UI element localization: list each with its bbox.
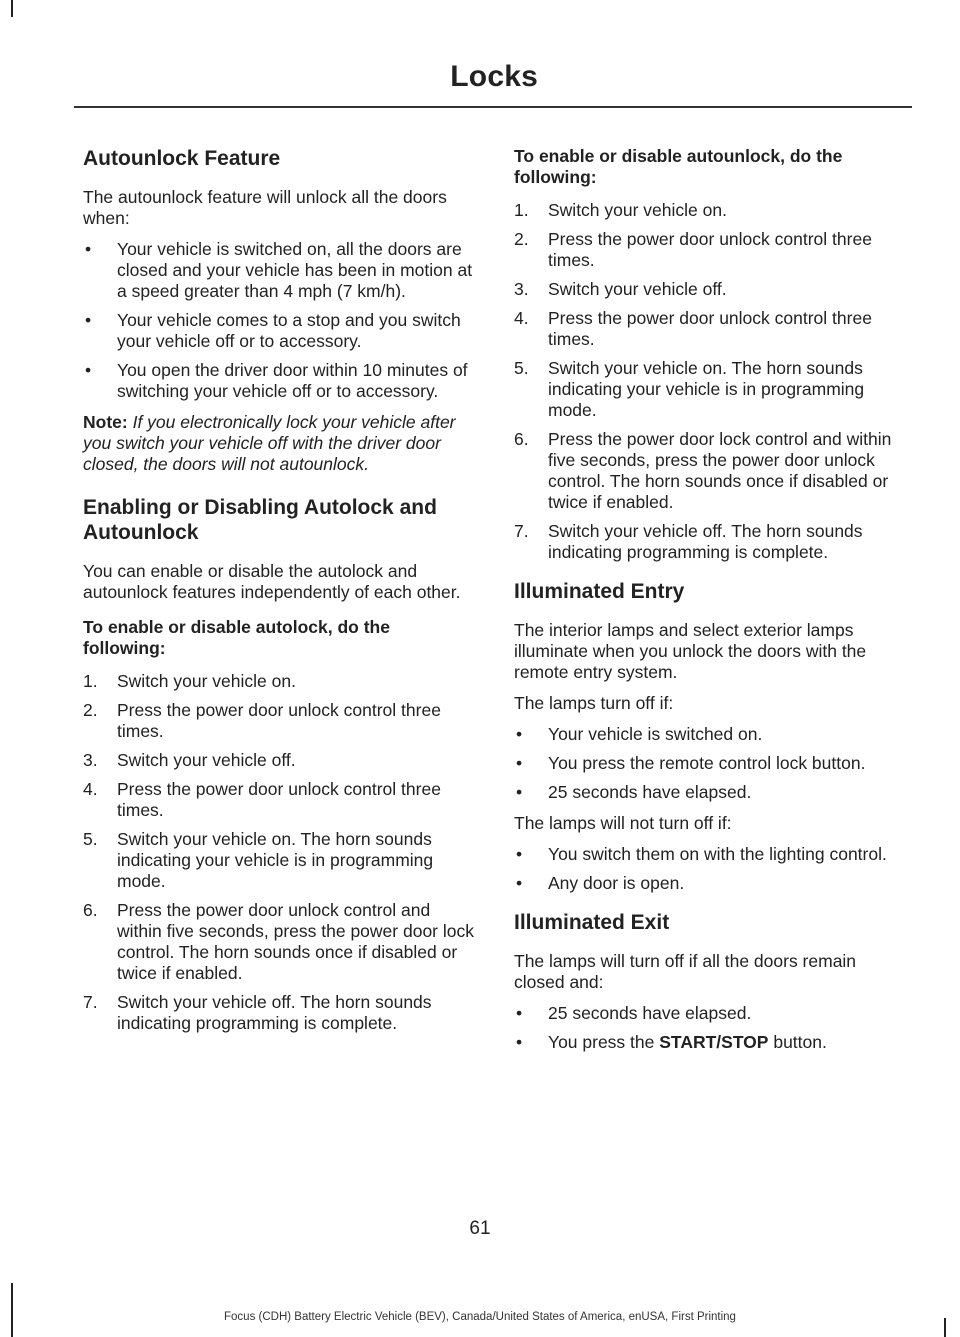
- illuminated-exit-text: The lamps will turn off if all the doors remain closed and:: [514, 951, 857, 992]
- bullet-marker: •: [516, 844, 523, 864]
- note-text: If you electronically lock your vehicle after you switch your vehicle off with the driver door closed, the doors will not autounlock.: [83, 412, 456, 474]
- list-item: [83, 779, 475, 821]
- list-item: [83, 900, 475, 984]
- list-item-text: 25 seconds have elapsed.: [548, 782, 752, 802]
- text-run: button.: [768, 1032, 827, 1052]
- illuminated-entry-text: The interior lamps and select exterior lamps illuminate when you unlock the doors with the remote entry system.: [514, 620, 867, 682]
- list-item: [514, 229, 906, 271]
- list-item-text: Switch your vehicle off.: [548, 279, 727, 299]
- step-number: 1.: [514, 200, 529, 220]
- list-item: [83, 360, 475, 402]
- list-item: [514, 521, 906, 563]
- list-item: [514, 753, 906, 774]
- exit-conditions-list: [514, 1003, 906, 1053]
- list-item-text: Any door is open.: [548, 873, 685, 893]
- turn-off-conditions-list: [514, 724, 906, 803]
- step-number: 7.: [83, 992, 98, 1012]
- list-item-text: Press the power door unlock control and within five seconds, press the power door lock control. The horn sounds once if disabled or twice if enabled.: [117, 900, 474, 983]
- list-item-text: [548, 1032, 827, 1052]
- step-number: 4.: [514, 308, 529, 328]
- lamps-turn-off-text: The lamps turn off if:: [514, 693, 674, 713]
- step-number: 2.: [514, 229, 529, 249]
- page-number: 61: [469, 1218, 491, 1239]
- step-number: 5.: [83, 829, 98, 849]
- autolock-steps-heading: To enable or disable autolock, do the following:: [83, 617, 390, 658]
- step-number: 2.: [83, 700, 98, 720]
- list-item: [83, 239, 475, 302]
- bullet-marker: •: [85, 239, 92, 259]
- list-item-text: Switch your vehicle off. The horn sounds indicating programming is complete.: [117, 992, 432, 1033]
- step-number: 3.: [514, 279, 529, 299]
- list-item-text: Press the power door unlock control three times.: [117, 779, 441, 820]
- list-item-text: Your vehicle is switched on, all the doors are closed and your vehicle has been in motion at a speed greater than 4 mph (7 km/h).: [117, 239, 473, 301]
- note-label: Note:: [83, 412, 128, 432]
- list-item-text: You open the driver door within 10 minutes of switching your vehicle off or to accessory.: [117, 360, 468, 401]
- bullet-marker: •: [516, 1003, 523, 1023]
- step-number: 4.: [83, 779, 98, 799]
- bullet-marker: •: [85, 310, 92, 330]
- list-item-text: Press the power door lock control and within five seconds, press the power door unlock control. The horn sounds once if disabled or twice if enabled.: [548, 429, 892, 512]
- list-item-text: Press the power door unlock control three times.: [117, 700, 441, 741]
- list-item: [514, 844, 906, 865]
- illuminated-exit-heading: Illuminated Exit: [514, 911, 670, 934]
- list-item: [514, 429, 906, 513]
- section-title: Locks: [450, 60, 538, 93]
- bullet-marker: •: [516, 753, 523, 773]
- crop-mark: [11, 1283, 13, 1337]
- list-item: [514, 1003, 906, 1024]
- autounlock-feature-heading: Autounlock Feature: [83, 147, 281, 170]
- enabling-intro: You can enable or disable the autolock and autounlock features independently of each other.: [83, 561, 461, 602]
- list-item: [83, 671, 475, 692]
- list-item: [514, 358, 906, 421]
- list-item-text: Press the power door unlock control three times.: [548, 229, 872, 270]
- list-item: [514, 308, 906, 350]
- autounlock-steps-list: [514, 200, 906, 563]
- autounlock-intro: The autounlock feature will unlock all the doors when:: [83, 187, 447, 228]
- list-item-text: Your vehicle is switched on.: [548, 724, 763, 744]
- not-turn-off-conditions-list: [514, 844, 906, 894]
- list-item: [83, 829, 475, 892]
- bullet-marker: •: [516, 724, 523, 744]
- list-item-text: You switch them on with the lighting control.: [548, 844, 887, 864]
- list-item: [514, 873, 906, 894]
- list-item-text: Switch your vehicle on.: [117, 671, 296, 691]
- list-item: [514, 782, 906, 803]
- bullet-marker: •: [516, 873, 523, 893]
- step-number: 5.: [514, 358, 529, 378]
- list-item-text: Switch your vehicle off. The horn sounds indicating programming is complete.: [548, 521, 863, 562]
- step-number: 6.: [514, 429, 529, 449]
- step-number: 6.: [83, 900, 98, 920]
- list-item-text: Switch your vehicle on. The horn sounds indicating your vehicle is in programming mode.: [548, 358, 865, 420]
- bullet-marker: •: [516, 1032, 523, 1052]
- text-run: You press the: [548, 1032, 660, 1052]
- header-divider: [74, 106, 912, 108]
- list-item-text: You press the remote control lock button.: [548, 753, 866, 773]
- list-item-text: 25 seconds have elapsed.: [548, 1003, 752, 1023]
- step-number: 7.: [514, 521, 529, 541]
- step-number: 1.: [83, 671, 98, 691]
- enabling-disabling-heading: Enabling or Disabling Autolock and Autounlock: [83, 496, 437, 544]
- list-item: [514, 279, 906, 300]
- autounlock-steps-heading: To enable or disable autounlock, do the following:: [514, 146, 843, 187]
- list-item: [83, 750, 475, 771]
- start-stop-button-label: START/STOP: [659, 1032, 769, 1052]
- lamps-not-turn-off-text: The lamps will not turn off if:: [514, 813, 732, 833]
- list-item-text: Switch your vehicle on. The horn sounds indicating your vehicle is in programming mode.: [117, 829, 434, 891]
- left-column: [83, 146, 475, 1044]
- bullet-marker: •: [85, 360, 92, 380]
- autounlock-conditions-list: [83, 239, 475, 402]
- list-item: [83, 992, 475, 1034]
- list-item: [514, 1032, 906, 1053]
- bullet-marker: •: [516, 782, 523, 802]
- right-column: [514, 146, 906, 1063]
- list-item-text: Your vehicle comes to a stop and you switch your vehicle off or to accessory.: [117, 310, 461, 351]
- publication-footer: Focus (CDH) Battery Electric Vehicle (BEV), Canada/United States of America, enUSA, First Printing: [224, 1311, 736, 1323]
- list-item: [514, 200, 906, 221]
- step-number: 3.: [83, 750, 98, 770]
- list-item-text: Switch your vehicle on.: [548, 200, 727, 220]
- list-item: [83, 700, 475, 742]
- list-item: [83, 310, 475, 352]
- note: [83, 412, 475, 475]
- autolock-steps-list: [83, 671, 475, 1034]
- illuminated-entry-heading: Illuminated Entry: [514, 580, 685, 603]
- list-item-text: Press the power door unlock control three times.: [548, 308, 872, 349]
- list-item-text: Switch your vehicle off.: [117, 750, 296, 770]
- list-item: [514, 724, 906, 745]
- crop-mark: [11, 0, 13, 17]
